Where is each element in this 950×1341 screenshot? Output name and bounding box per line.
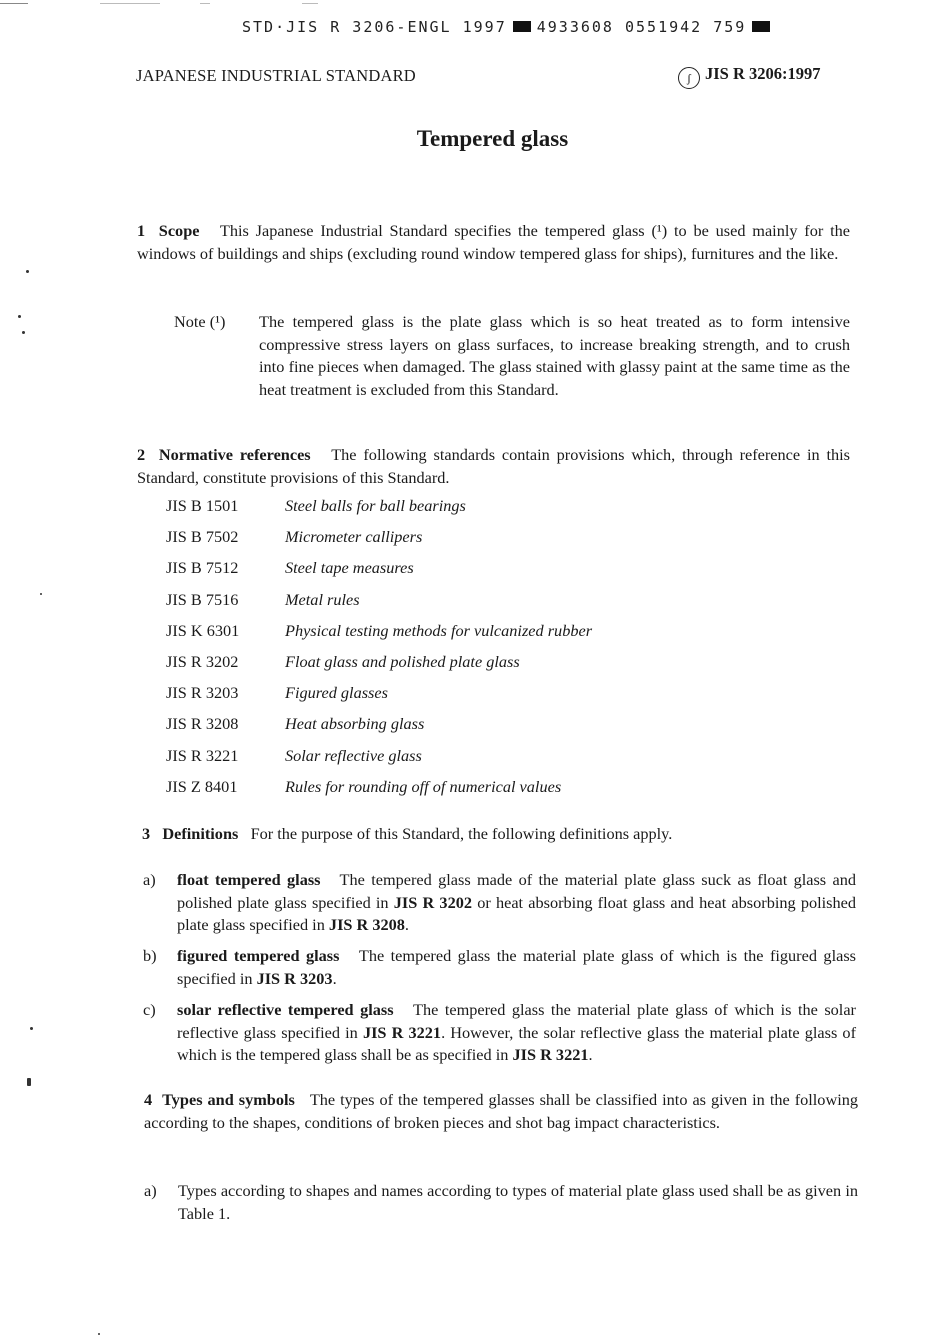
standard-number <box>678 64 821 89</box>
standard-ref: JIS R 3202 <box>393 892 472 912</box>
stamp-block <box>752 21 770 32</box>
item-body <box>177 999 856 1067</box>
reference-list <box>166 496 866 808</box>
item-body <box>177 869 856 937</box>
reference-code: JIS Z 8401 <box>166 776 238 796</box>
scan-speck <box>26 270 29 273</box>
reference-title: Micrometer callipers <box>285 527 423 547</box>
section-heading: Types and symbols <box>162 1090 295 1109</box>
reference-title: Steel tape measures <box>285 558 414 578</box>
item-body <box>177 945 856 990</box>
note-label: Note (¹) <box>174 312 226 331</box>
stamp-block <box>513 21 531 32</box>
section-number: 3 <box>142 824 151 843</box>
reference-item <box>166 746 866 777</box>
reference-title: Figured glasses <box>285 683 388 703</box>
page-title: Tempered glass <box>416 126 569 151</box>
section-heading: Normative references <box>158 445 311 464</box>
scan-artifact-line <box>0 3 28 4</box>
stamp-prefix: STD·JIS R 3206-ENGL 1997 <box>242 18 507 36</box>
section-number: 2 <box>137 445 146 464</box>
definition-text: The tempered glass the material plate glass of which is the solar reflective glass specified in <box>177 1000 856 1042</box>
reference-code: JIS R 3221 <box>166 745 239 765</box>
reference-code: JIS R 3202 <box>166 651 239 671</box>
definition-text: . <box>588 1045 593 1064</box>
scan-speck <box>27 1078 31 1086</box>
item-marker: b) <box>143 946 157 965</box>
standard-ref: JIS R 3208 <box>328 915 405 934</box>
definition-item-float <box>143 869 856 937</box>
standard-number-text: JIS R 3206:1997 <box>705 64 821 83</box>
reference-item <box>166 496 866 527</box>
section-heading: Definitions <box>162 824 239 843</box>
reference-code: JIS R 3203 <box>166 683 239 703</box>
section-number: 1 <box>137 221 146 240</box>
reference-item <box>166 714 866 745</box>
reference-item <box>166 683 866 714</box>
scan-speck <box>40 593 42 595</box>
section-heading: Scope <box>158 221 200 240</box>
scope-note <box>174 311 850 401</box>
definition-term: solar reflective tempered glass <box>177 1000 394 1019</box>
definition-text: . However, the solar reflective glass the material plate glass of which is the tempered glass shall be as specified in <box>177 1022 856 1064</box>
reference-title: Physical testing methods for vulcanized rubber <box>285 620 593 640</box>
reference-title: Float glass and polished plate glass <box>285 651 520 671</box>
section-normative-references <box>137 444 850 489</box>
item-marker: c) <box>143 1000 156 1019</box>
definition-item-figured <box>143 945 856 990</box>
definition-term: figured tempered glass <box>177 946 340 965</box>
reference-item <box>166 558 866 589</box>
reference-code: JIS B 7502 <box>166 527 239 547</box>
section-types-and-symbols <box>144 1089 858 1134</box>
scan-speck <box>98 1333 100 1335</box>
scan-artifact-line <box>302 3 318 4</box>
reference-code: JIS R 3208 <box>166 714 239 734</box>
scan-speck <box>22 331 25 334</box>
standard-ref: JIS R 3203 <box>256 968 333 988</box>
section-text: For the purpose of this Standard, the following definitions apply. <box>250 824 673 843</box>
reference-title: Rules for rounding off of numerical values <box>285 776 562 796</box>
reference-title: Metal rules <box>285 589 360 609</box>
stamp-number: 4933608 0551942 759 <box>536 18 747 36</box>
scan-speck <box>30 1027 33 1030</box>
section-text: The types of the tempered glasses shall be classified into as given in the following according to the shapes, conditions of broken pieces and shot bag impact characteristics. <box>144 1090 859 1132</box>
jis-mark-icon: ʃ <box>678 67 700 89</box>
reference-item <box>166 621 866 652</box>
standard-ref: JIS R 3221 <box>512 1045 589 1064</box>
section-text: The following standards contain provisions which, through reference in this Standard, constitute provisions of this Standard. <box>137 445 850 487</box>
definition-item-solar <box>143 999 856 1067</box>
item-body: Types according to shapes and names according to types of material plate glass used shall be as given in Table 1. <box>178 1181 858 1223</box>
scan-speck <box>18 315 21 318</box>
section-definitions <box>142 823 855 846</box>
reference-code: JIS B 7512 <box>166 558 239 578</box>
document-control-stamp <box>242 18 842 36</box>
definition-text: . <box>404 915 409 934</box>
reference-code: JIS K 6301 <box>166 620 240 640</box>
item-marker: a) <box>143 870 156 889</box>
section-text: This Japanese Industrial Standard specifies the tempered glass (¹) to be used mainly for the windows of buildings and ships (excluding round window tempered glass for ships), furnitures and the like. <box>137 221 850 263</box>
reference-item <box>166 590 866 621</box>
scan-artifact-line <box>200 3 210 4</box>
reference-title: Steel balls for ball bearings <box>285 496 466 515</box>
standard-header-label: JAPANESE INDUSTRIAL STANDARD <box>136 66 416 85</box>
standard-ref: JIS R 3221 <box>362 1022 442 1042</box>
reference-item <box>166 777 866 808</box>
reference-title: Solar reflective glass <box>285 745 422 765</box>
definition-term: float tempered glass <box>177 870 321 889</box>
section-scope <box>137 220 850 265</box>
definition-text: or heat absorbing float glass and heat absorbing polished plate glass specified in <box>177 892 857 934</box>
reference-item <box>166 652 866 683</box>
types-item-shapes <box>144 1180 858 1225</box>
reference-title: Heat absorbing glass <box>285 714 425 734</box>
reference-code: JIS B 1501 <box>166 496 239 515</box>
item-marker: a) <box>144 1181 157 1200</box>
section-number: 4 <box>144 1090 153 1109</box>
reference-code: JIS B 7516 <box>166 589 239 609</box>
definition-text: The tempered glass made of the material plate glass suck as float glass and polished plate glass specified in <box>177 870 856 912</box>
definition-text: . <box>332 968 337 988</box>
note-text: The tempered glass is the plate glass which is so heat treated as to form intensive compressive stress layers on glass surfaces, to increase breaking strength, and to crush into fine pieces when damaged. The glass stained with glassy paint at the same time as the heat treatment is excluded from this Standard. <box>259 312 850 399</box>
scan-artifact-line <box>100 3 160 4</box>
definition-text: The tempered glass the material plate glass of which is the figured glass specified in <box>177 946 856 988</box>
reference-item <box>166 527 866 558</box>
